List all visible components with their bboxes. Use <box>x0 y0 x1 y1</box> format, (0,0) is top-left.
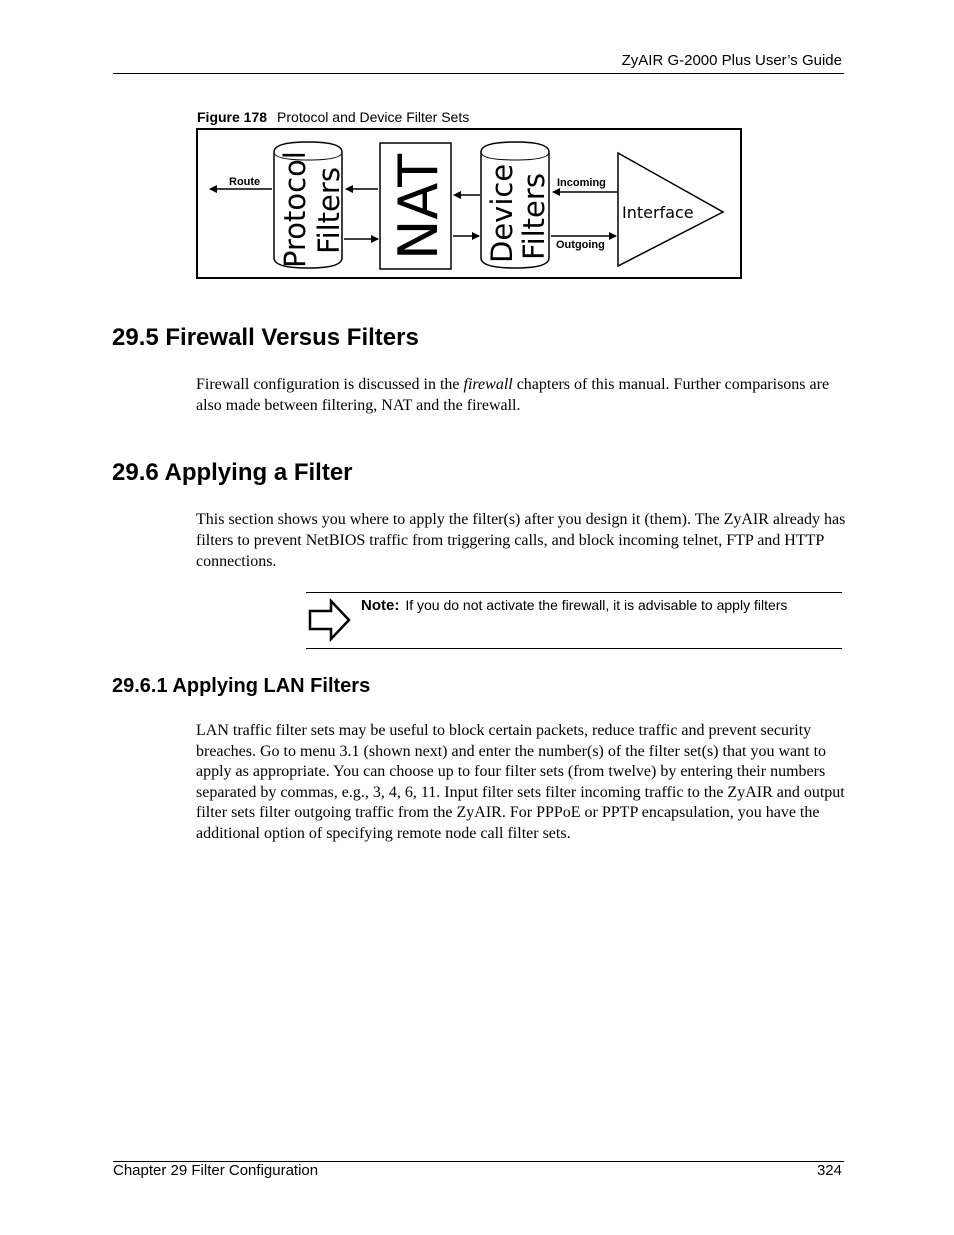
section-29-6-1-body: LAN traffic filter sets may be useful to block certain packets, reduce traffic and prevent security breaches. Go to menu 3.1 (shown next) and enter the number(s) of the filter set(s) that you want to apply as appropriate. You can choose up to four filter sets (from twelve) by entering their numbers separated by commas, e.g., 3, 4, 6, 11. Input filter sets filter incoming traffic to the ZyAIR and output filter sets filter outgoing traffic from the ZyAIR. For PPPoE or PPTP encapsulation, you have the additional option of specifying remote node call filter sets. <box>196 722 845 842</box>
nat-block <box>380 143 451 269</box>
note <box>361 597 787 614</box>
note-arrow-icon <box>307 598 353 642</box>
figure-caption-text: Protocol and Device Filter Sets <box>277 109 470 125</box>
filter-flow-diagram <box>198 130 740 277</box>
nat-label: NAT <box>387 153 450 260</box>
incoming-label: Incoming <box>557 177 606 189</box>
section-29-6-body: This section shows you where to apply the filter(s) after you design it (them). The ZyAIR already has filters to prevent NetBIOS traffic from triggering calls, and block incoming telnet, FTP and HTTP connections. <box>196 511 846 570</box>
header-title: ZyAIR G-2000 Plus User’s Guide <box>621 52 842 69</box>
route-label: Route <box>229 176 261 188</box>
header-rule <box>113 73 844 74</box>
protocol-filters-label: Filters <box>312 167 346 254</box>
figure-number: Figure 178 <box>197 109 268 125</box>
note-text: If you do not activate the firewall, it is advisable to apply filters <box>405 597 788 613</box>
protocol-filters-block <box>274 142 346 268</box>
interface-label: Interface <box>622 203 694 222</box>
note-top-rule <box>306 592 842 593</box>
device-filters-block <box>481 142 551 268</box>
footer-chapter: Chapter 29 Filter Configuration <box>113 1162 319 1179</box>
page-number: 324 <box>816 1162 842 1179</box>
interface-block <box>618 153 723 266</box>
section-29-6-heading: 29.6 Applying a Filter <box>112 459 353 486</box>
note-bottom-rule <box>306 648 842 649</box>
section-29-5-body-end: chapters of this manual. Further comparisons are also made between filtering, NAT and the firewall. <box>196 376 830 414</box>
outgoing-label: Outgoing <box>556 239 605 251</box>
figure-caption <box>197 109 469 125</box>
section-29-5-heading: 29.5 Firewall Versus Filters <box>112 324 419 351</box>
section-29-5-body <box>196 374 846 416</box>
section-29-5-body-start: Firewall configuration is discussed in the <box>196 376 464 393</box>
note-label: Note: <box>361 597 400 614</box>
firewall-emphasis: firewall <box>463 376 513 393</box>
figure-diagram <box>196 128 742 279</box>
device-filters-label: Filters <box>517 173 551 260</box>
device-label: Device <box>485 163 519 263</box>
section-29-6-1-heading: 29.6.1 Applying LAN Filters <box>112 675 371 697</box>
protocol-label: Protocol <box>278 151 312 268</box>
